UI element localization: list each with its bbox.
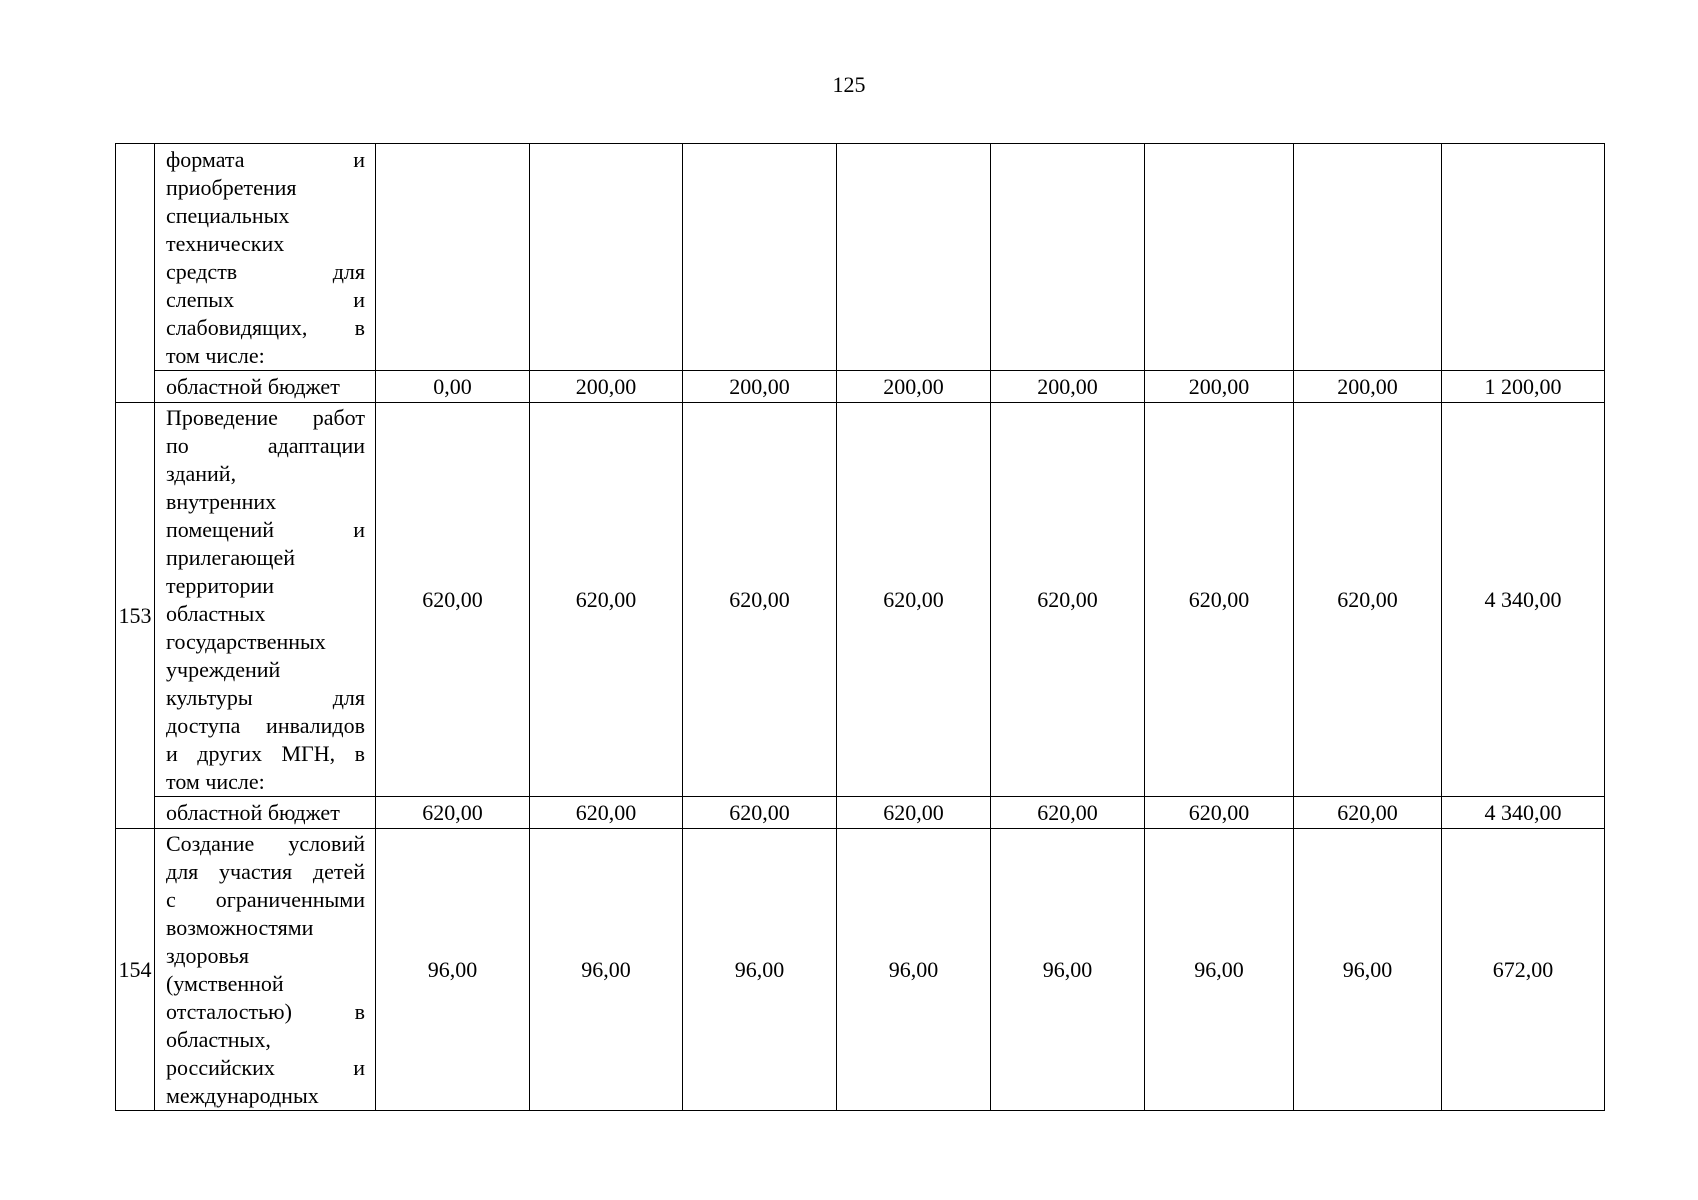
year-value-cell	[376, 144, 530, 371]
description-line: по адаптации	[166, 433, 365, 458]
description-line: возможностями	[166, 915, 314, 940]
description-line: технических	[166, 230, 285, 256]
year-value-cell: 96,00	[1294, 829, 1442, 1111]
year-value-cell: 620,00	[683, 403, 837, 797]
row-number-cell: 153	[116, 403, 155, 829]
budget-value-cell: 620,00	[1294, 797, 1442, 829]
budget-value-cell: 200,00	[1145, 371, 1294, 403]
year-value-cell	[837, 144, 991, 371]
year-value-cell	[1294, 144, 1442, 371]
description-line: международных	[166, 1083, 319, 1108]
description-line: территории	[166, 573, 275, 598]
table-row	[116, 144, 1605, 371]
description-cell	[155, 829, 376, 1111]
description-line: с ограниченными	[166, 887, 365, 912]
year-value-cell: 96,00	[530, 829, 683, 1111]
budget-subrow	[116, 371, 1605, 403]
description-line: слепых и	[166, 286, 365, 312]
year-value-cell: 620,00	[376, 403, 530, 797]
year-value-cell	[1145, 144, 1294, 371]
description-line: здоровья	[166, 943, 250, 968]
year-value-cell	[530, 144, 683, 371]
budget-value-cell: 0,00	[376, 371, 530, 403]
year-value-cell: 96,00	[837, 829, 991, 1111]
budget-value-cell: 620,00	[991, 797, 1145, 829]
year-value-cell: 620,00	[837, 403, 991, 797]
budget-total-cell: 4 340,00	[1442, 797, 1605, 829]
budget-value-cell: 200,00	[530, 371, 683, 403]
description-line: формата и	[166, 146, 365, 172]
total-value-cell: 4 340,00	[1442, 403, 1605, 797]
description-line: зданий,	[166, 461, 237, 486]
description-line: и других МГН, в	[166, 741, 365, 766]
year-value-cell	[683, 144, 837, 371]
budget-value-cell: 620,00	[530, 797, 683, 829]
table-row	[116, 829, 1605, 1111]
budget-total-cell: 1 200,00	[1442, 371, 1605, 403]
row-number-cell	[116, 144, 155, 403]
year-value-cell: 620,00	[530, 403, 683, 797]
budget-value-cell: 620,00	[683, 797, 837, 829]
total-value-cell: 672,00	[1442, 829, 1605, 1111]
year-value-cell	[991, 144, 1145, 371]
year-value-cell: 96,00	[376, 829, 530, 1111]
budget-source-label: областной бюджет	[155, 371, 376, 403]
year-value-cell: 620,00	[1145, 403, 1294, 797]
total-value-cell	[1442, 144, 1605, 371]
budget-value-cell: 620,00	[837, 797, 991, 829]
page-number: 125	[832, 72, 866, 97]
description-line: областных,	[166, 1027, 271, 1052]
description-line: Проведение работ	[166, 405, 365, 430]
description-line: (умственной	[166, 971, 284, 996]
description-line: внутренних	[166, 489, 277, 514]
description-line: средств для	[166, 258, 365, 284]
budget-table	[115, 143, 1605, 1111]
description-line: для участия детей	[166, 859, 365, 884]
description-line: прилегающей	[166, 545, 295, 570]
description-line: доступа инвалидов	[166, 713, 365, 738]
description-line: слабовидящих, в	[166, 314, 365, 340]
year-value-cell: 620,00	[991, 403, 1145, 797]
description-line: том числе:	[166, 769, 265, 794]
budget-value-cell: 200,00	[837, 371, 991, 403]
description-cell	[155, 403, 376, 797]
budget-value-cell: 620,00	[376, 797, 530, 829]
description-cell	[155, 144, 376, 371]
budget-value-cell: 200,00	[683, 371, 837, 403]
budget-value-cell: 200,00	[1294, 371, 1442, 403]
year-value-cell: 96,00	[991, 829, 1145, 1111]
row-number-cell: 154	[116, 829, 155, 1111]
budget-source-label: областной бюджет	[155, 797, 376, 829]
description-line: государственных	[166, 629, 326, 654]
year-value-cell: 620,00	[1294, 403, 1442, 797]
description-line: учреждений	[166, 657, 281, 682]
description-line: приобретения	[166, 174, 297, 200]
description-line: специальных	[166, 202, 290, 228]
budget-value-cell: 620,00	[1145, 797, 1294, 829]
description-line: российских и	[166, 1055, 365, 1080]
description-line: областных	[166, 601, 266, 626]
budget-subrow	[116, 797, 1605, 829]
description-line: отсталостью) в	[166, 999, 365, 1024]
year-value-cell: 96,00	[1145, 829, 1294, 1111]
year-value-cell: 96,00	[683, 829, 837, 1111]
description-line: культуры для	[166, 685, 365, 710]
budget-value-cell: 200,00	[991, 371, 1145, 403]
description-line: том числе:	[166, 342, 265, 368]
description-line: Создание условий	[166, 831, 365, 856]
table-row	[116, 403, 1605, 797]
description-line: помещений и	[166, 517, 365, 542]
